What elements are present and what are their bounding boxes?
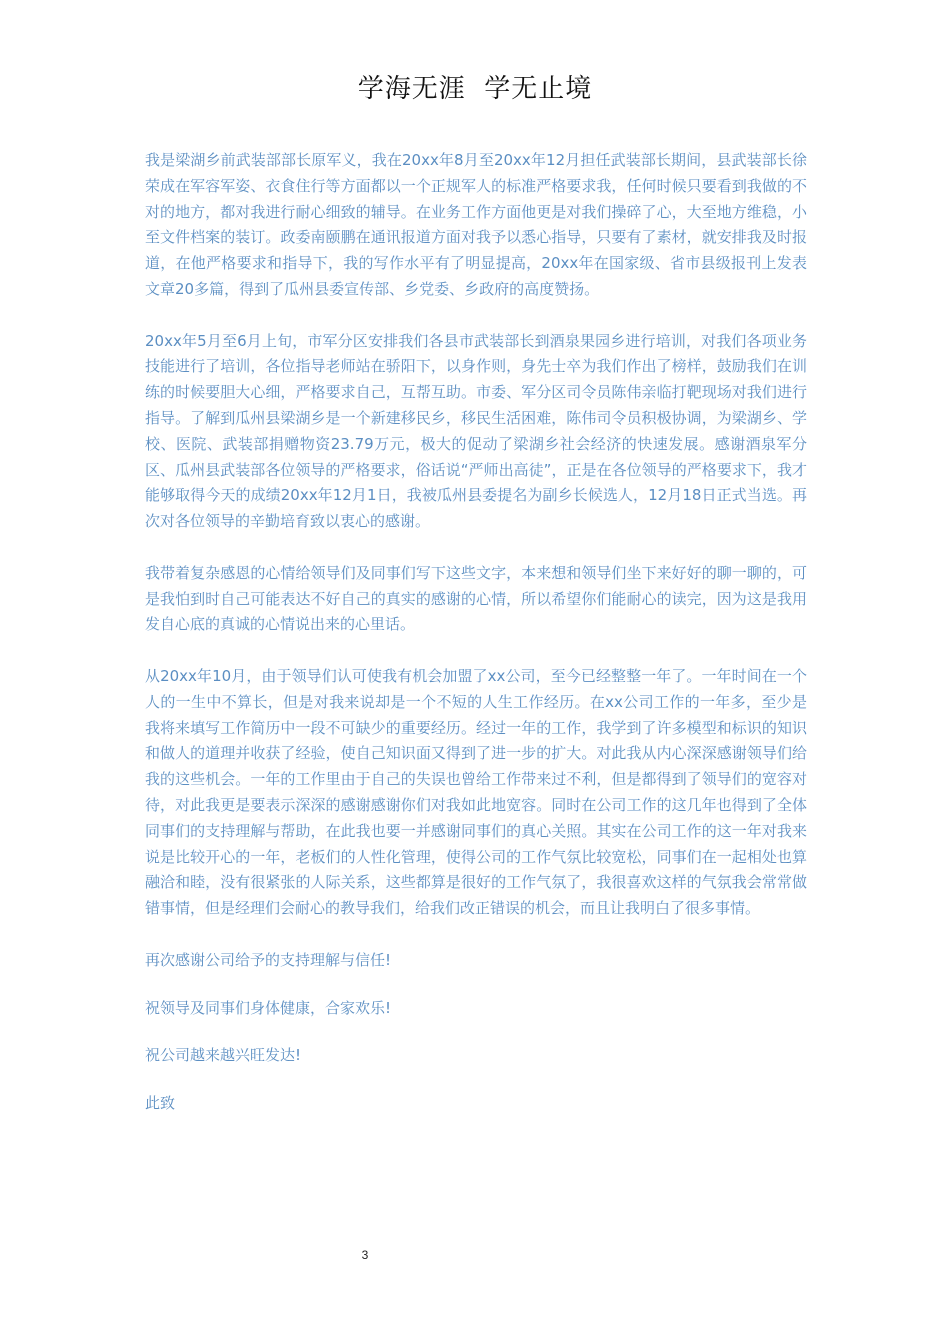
paragraph-3: 我带着复杂感恩的心情给领导们及同事们写下这些文字，本来想和领导们坐下来好好的聊一聊的，可是我怕到时自己可能表达不好自己的真实的感谢的心情，所以希望你们能耐心的读完，因为这是我用发自心底的真诚的心情说出来的心里话。 — [145, 563, 807, 634]
paragraph-4: 从20xx年10月，由于领导们认可使我有机会加盟了xx公司，至今已经整整一年了。一年时间在一个人的一生中不算长，但是对我来说却是一个不短的人生工作经历。在xx公司工作的一年多，至少是我将来填写工作简历中一段不可缺少的重要经历。经过一年的工作，我学到了许多模型和标识的知识和做人的道理并收获了经验，使自己知识面又得到了进一步的扩大。对此我从内心深深感谢领导们给我的这些机会。一年的工作里由于自己的失误也曾给工作带来过不利，但是都得到了领导们的宽容对待，对此我更是要表示深深的感谢感谢你们对我如此地宽容。同时在公司工作的这几年也得到了全体同事们的支持理解与帮助，在此我也要一并感谢同事们的真心关照。其实在公司工作的这一年对我来说是比较开心的一年，老板们的人性化管理，使得公司的工作气氛比较宽松，同事们在一起相处也算融洽和睦，没有很紧张的人际关系，这些都算是很好的工作气氛了，我很喜欢这样的气氛我会常常做错事情，但是经理们会耐心的教导我们，给我们改正错误的机会，而且让我明白了很多事情。 — [145, 666, 807, 918]
letter-body — [145, 148, 807, 1139]
paragraph-closing: 此致 — [145, 1094, 176, 1113]
paragraph-wish-company: 祝公司越来越兴旺发达! — [145, 1046, 302, 1065]
paragraph-thanks: 再次感谢公司给予的支持理解与信任! — [145, 950, 392, 969]
page-number: 3 — [361, 1248, 369, 1262]
paragraph-wish-health: 祝领导及同事们身体健康，合家欢乐! — [145, 998, 392, 1017]
paragraph-2: 20xx年5月至6月上旬，市军分区安排我们各县市武装部长到酒泉果园乡进行培训，对我们各项业务技能进行了培训，各位指导老师站在骄阳下，以身作则，身先士卒为我们作出了榜样，鼓励我们在训练的时候要胆大心细，严格要求自己，互帮互助。市委、军分区司令员陈伟亲临打靶现场对我们进行指导。了解到瓜州县梁湖乡是一个新建移民乡，移民生活困难，陈伟司令员积极协调，为梁湖乡、学校、医院、武装部捐赠物资23.79万元，极大的促动了梁湖乡社会经济的快速发展。感谢酒泉军分区、瓜州县武装部各位领导的严格要求，俗话说“严师出高徒”，正是在各位领导的严格要求下，我才能够取得今天的成绩20xx年12月1日，我被瓜州县委提名为副乡长候选人，12月18日正式当选。再次对各位领导的辛勤培育致以衷心的感谢。 — [145, 331, 807, 531]
page-header-title: 学海无涯 学无止境 — [357, 74, 593, 104]
paragraph-1: 我是梁湖乡前武装部部长原军义，我在20xx年8月至20xx年12月担任武装部长期间，县武装部长徐荣成在军容军姿、衣食住行等方面都以一个正规军人的标准严格要求我，任何时候只要看到我做的不对的地方，都对我进行耐心细致的辅导。在业务工作方面他更是对我们操碎了心，大至地方维稳，小至文件档案的装订。政委南颐鹏在通讯报道方面对我予以悉心指导，只要有了素材，就安排我及时报道，在他严格要求和指导下，我的写作水平有了明显提高，20xx年在国家级、省市县级报刊上发表文章20多篇，得到了瓜州县委宣传部、乡党委、乡政府的高度赞扬。 — [145, 151, 807, 298]
